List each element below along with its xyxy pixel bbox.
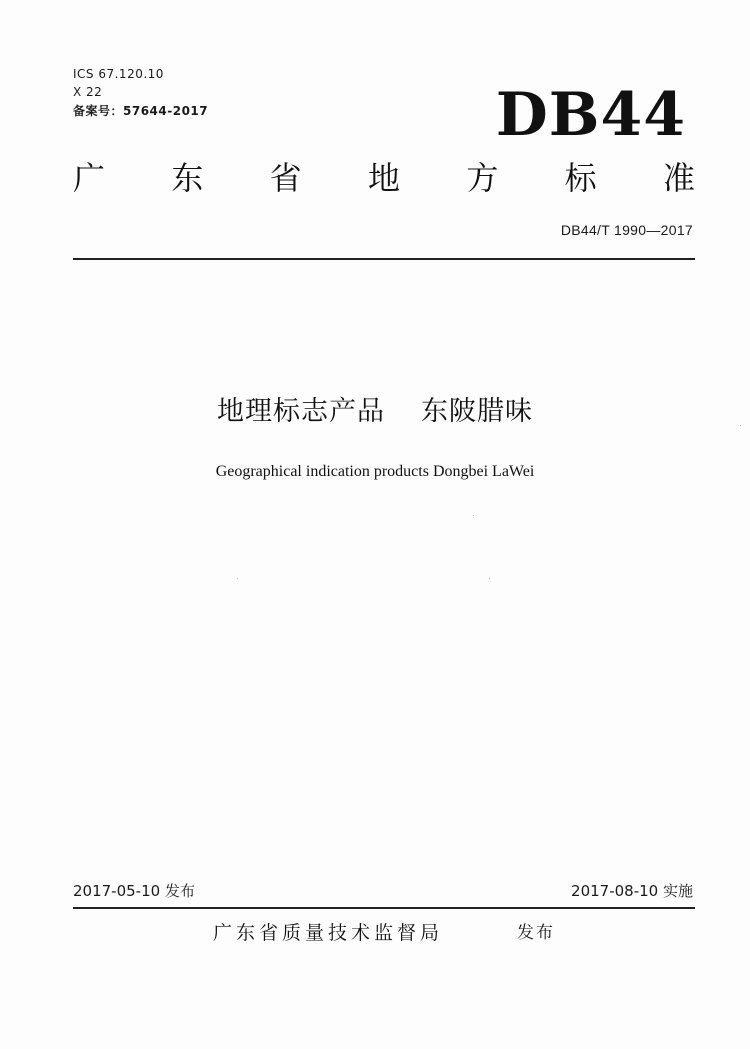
record-number: 备案号：57644-2017 (73, 104, 209, 118)
db-logo: DB44 (495, 80, 686, 150)
chinese-title-part1: 地理标志产品 (217, 396, 385, 427)
issue-date: 2017-05-10 发布 (73, 882, 195, 900)
ics-code: ICS 67.120.10 (73, 67, 164, 81)
standard-type-char: 省 (269, 159, 302, 197)
issuing-authority: 广东省质量技术监督局 (213, 922, 444, 944)
top-divider (73, 258, 695, 260)
standard-type-char: 地 (367, 159, 400, 197)
implementation-date: 2017-08-10 实施 (571, 882, 693, 900)
issuer-action: 发布 (517, 923, 555, 943)
english-title: Geographical indication products Dongbei LaWei (215, 463, 535, 480)
chinese-title (0, 394, 750, 430)
standard-type-char: 准 (662, 159, 695, 197)
scan-speck (473, 515, 474, 516)
bottom-divider (73, 907, 695, 909)
standard-number: DB44/T 1990—2017 (560, 222, 693, 238)
standard-type-char: 方 (466, 159, 499, 197)
scan-speck (489, 578, 490, 579)
standard-type-char: 广 (73, 159, 106, 197)
standard-type-heading (73, 158, 695, 198)
classification-code: X 22 (73, 85, 103, 99)
standard-type-char: 标 (564, 159, 597, 197)
scan-speck (740, 425, 741, 426)
scan-speck (237, 578, 238, 579)
standard-type-char: 东 (171, 159, 204, 197)
chinese-title-part2: 东陂腊味 (421, 396, 533, 427)
